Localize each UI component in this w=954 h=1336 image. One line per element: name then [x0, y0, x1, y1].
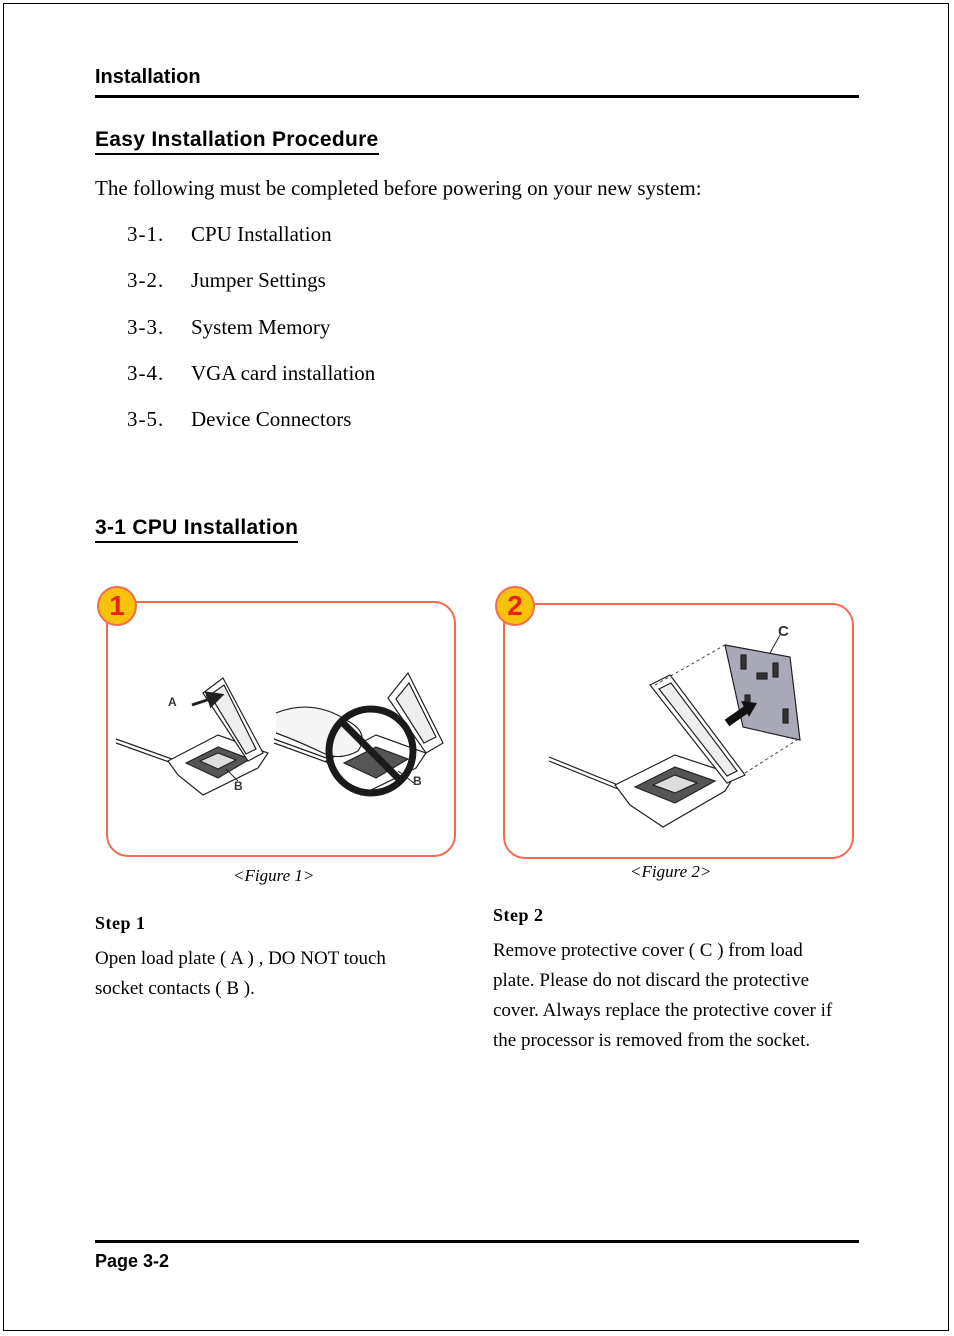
figure-1-illustration: [108, 603, 454, 855]
page-header-title: Installation: [95, 66, 201, 88]
figure-1-frame: [106, 601, 456, 857]
step-2-line: plate. Please do not discard the protective: [493, 970, 810, 991]
step-2-text: [493, 936, 832, 1056]
step-1-title: Step 1: [95, 913, 146, 933]
step-2-line: Remove protective cover ( C ) from load: [493, 940, 803, 961]
list-item-number: 3-2.: [127, 268, 165, 293]
list-item-number: 3-1.: [127, 222, 165, 246]
list-item-label: VGA card installation: [191, 360, 376, 385]
step-2-line: the processor is removed from the socket.: [493, 1030, 811, 1051]
figure-2-badge: 2: [495, 586, 535, 626]
step-1-line: socket contacts ( B ).: [95, 978, 255, 999]
intro-paragraph: The following must be completed before powering on your new system:: [95, 176, 702, 200]
list-item-label: Device Connectors: [191, 407, 352, 432]
figure-1-label-b-right: B: [413, 774, 422, 788]
procedure-list: [127, 222, 375, 453]
step-1-text: [95, 944, 386, 1004]
figure-1-label-b: B: [234, 779, 243, 793]
step-2-line: cover. Always replace the protective cover if: [493, 1000, 833, 1021]
figure-2-illustration: [505, 605, 852, 857]
page-number: Page 3-2: [95, 1251, 170, 1271]
list-item-label: CPU Installation: [191, 222, 332, 246]
section-title-cpu-installation: 3-1 CPU Installation: [95, 516, 298, 543]
figure-2-caption: <Figure 2>: [630, 862, 712, 881]
list-item-number: 3-4.: [127, 360, 165, 385]
list-item: [127, 315, 375, 361]
figure-2-frame: [503, 603, 854, 859]
list-item: [127, 361, 375, 407]
section-title-easy-installation: Easy Installation Procedure: [95, 128, 379, 155]
footer-rule: [95, 1240, 859, 1243]
figure-1-caption: <Figure 1>: [233, 866, 315, 885]
list-item-number: 3-5.: [127, 407, 165, 432]
figure-2-label-c: C: [778, 623, 789, 640]
list-item: [127, 407, 375, 453]
list-item-label: System Memory: [191, 314, 331, 339]
list-item: [127, 268, 375, 314]
list-item-label: Jumper Settings: [191, 268, 326, 293]
header-rule: [95, 95, 859, 98]
step-2-title: Step 2: [493, 905, 544, 925]
figure-1-label-a: A: [168, 695, 177, 709]
list-item-number: 3-3.: [127, 314, 165, 339]
step-1-line: Open load plate ( A ) , DO NOT touch: [95, 948, 386, 969]
list-item: [127, 222, 375, 268]
figure-1-badge: 1: [97, 586, 137, 626]
